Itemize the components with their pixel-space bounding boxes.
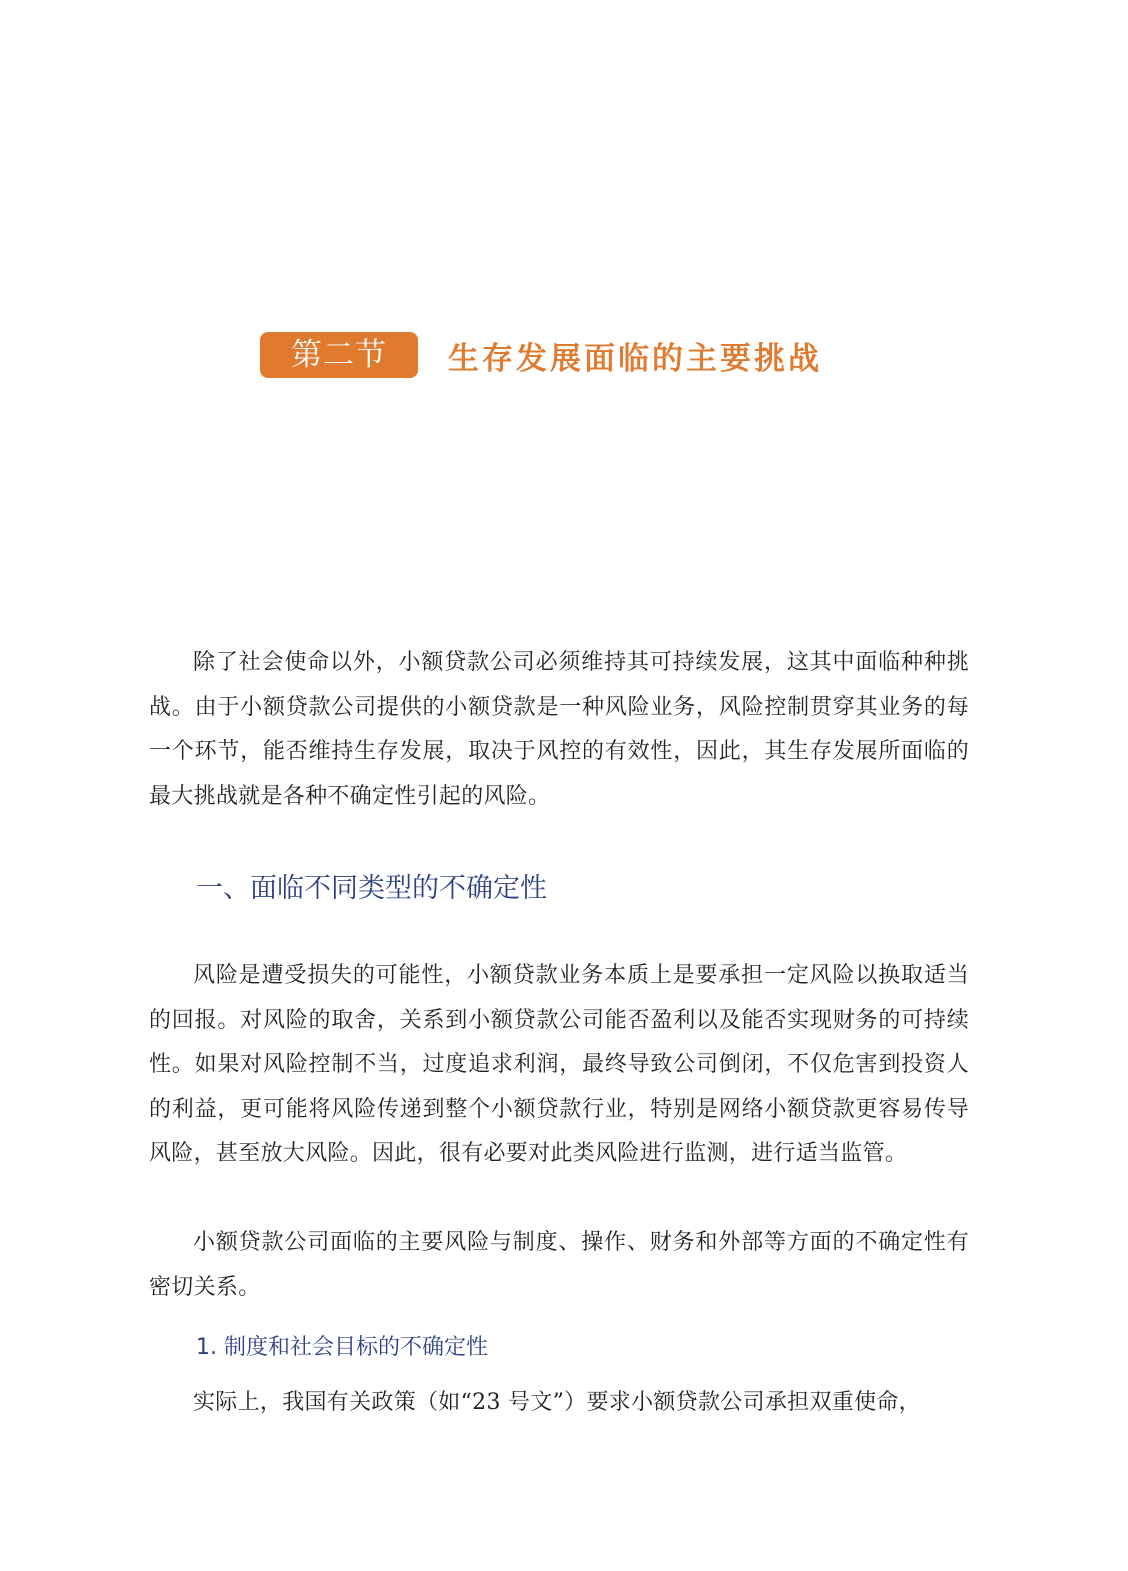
item-heading: 1. 制度和社会目标的不确定性 xyxy=(196,1335,488,1360)
policy-paragraph: 实际上，我国有关政策（如“23 号文”）要求小额贷款公司承担双重使命， xyxy=(193,1390,921,1415)
section-title: 生存发展面临的主要挑战 xyxy=(448,340,822,377)
section-number-badge: 第二节 xyxy=(260,332,418,378)
risk-factors-paragraph: 小额贷款公司面临的主要风险与制度、操作、财务和外部等方面的不确定性有密切关系。 xyxy=(149,1230,969,1300)
section-header xyxy=(260,332,822,378)
intro-paragraph: 除了社会使命以外，小额贷款公司必须维持其可持续发展，这其中面临种种挑战。由于小额贷款公司提供的小额贷款是一种风险业务，风险控制贯穿其业务的每一个环节，能否维持生存发展，取决于风控的有效性，因此，其生存发展所面临的最大挑战就是各种不确定性引起的风险。 xyxy=(149,650,969,809)
subsection-heading: 一、面临不同类型的不确定性 xyxy=(196,873,547,904)
risk-paragraph: 风险是遭受损失的可能性，小额贷款业务本质上是要承担一定风险以换取适当的回报。对风险的取舍，关系到小额贷款公司能否盈利以及能否实现财务的可持续性。如果对风险控制不当，过度追求利润，最终导致公司倒闭，不仅危害到投资人的利益，更可能将风险传递到整个小额贷款行业，特别是网络小额贷款更容易传导风险，甚至放大风险。因此，很有必要对此类风险进行监测，进行适当监管。 xyxy=(149,963,969,1166)
